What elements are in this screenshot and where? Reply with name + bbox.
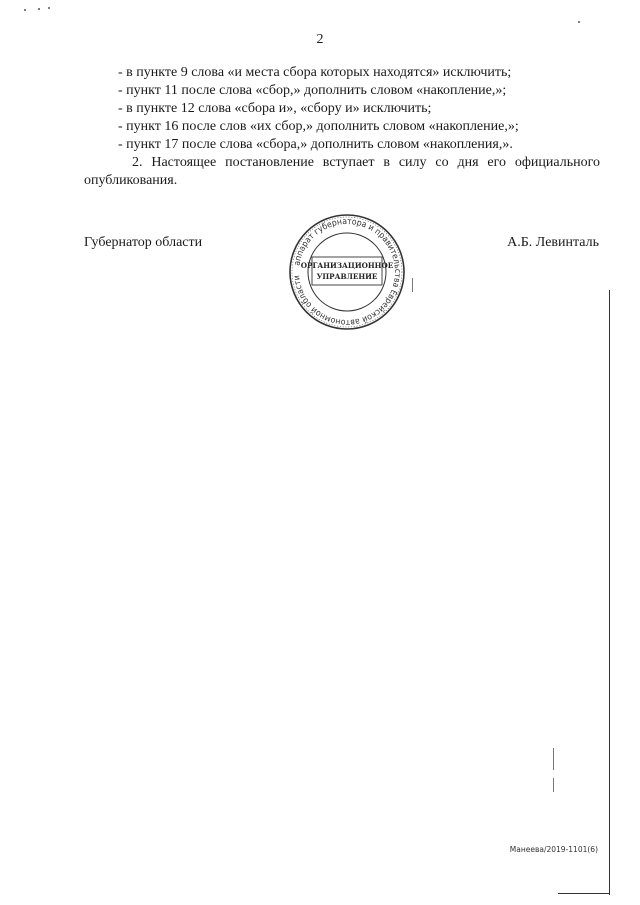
scan-dot — [24, 9, 26, 11]
amendment-item: - в пункте 12 слова «сбора и», «сбору и» исключить; — [118, 101, 432, 116]
scan-mark — [553, 778, 554, 792]
seal-inner-line-2: УПРАВЛЕНИЕ — [316, 272, 378, 281]
scan-edge-vertical — [609, 290, 610, 895]
official-seal — [287, 212, 407, 332]
seal-inner-line-1: ОРГАНИЗАЦИОННОЕ — [300, 261, 394, 270]
document-code: Манеева/2019-1101(6) — [509, 845, 598, 854]
amendment-item: - в пункте 9 слова «и места сбора которых находятся» исключить; — [118, 65, 512, 80]
signatory-name: А.Б. Левинталь — [507, 235, 599, 250]
effective-date-paragraph: 2. Настоящее постановление вступает в силу со дня его официального опубликования. — [84, 155, 600, 188]
scan-dot — [48, 7, 50, 9]
scan-mark — [553, 748, 554, 770]
scan-edge-horizontal — [558, 893, 610, 894]
amendment-list — [118, 64, 598, 154]
seal-outer-text: аппарат губернатора и правительства Еврейской автономной области — [292, 216, 403, 328]
scan-dot — [38, 8, 40, 10]
signatory-title: Губернатор области — [84, 235, 203, 250]
scan-mark — [412, 278, 413, 292]
amendment-item: - пункт 11 после слова «сбор,» дополнить словом «накопление,»; — [118, 83, 507, 98]
amendment-item: - пункт 16 после слов «их сбор,» дополнить словом «накопление,»; — [118, 119, 519, 134]
amendment-item: - пункт 17 после слова «сбора,» дополнить словом «накопления,». — [118, 137, 513, 152]
scan-dot — [578, 21, 580, 23]
page-number: 2 — [316, 32, 324, 47]
